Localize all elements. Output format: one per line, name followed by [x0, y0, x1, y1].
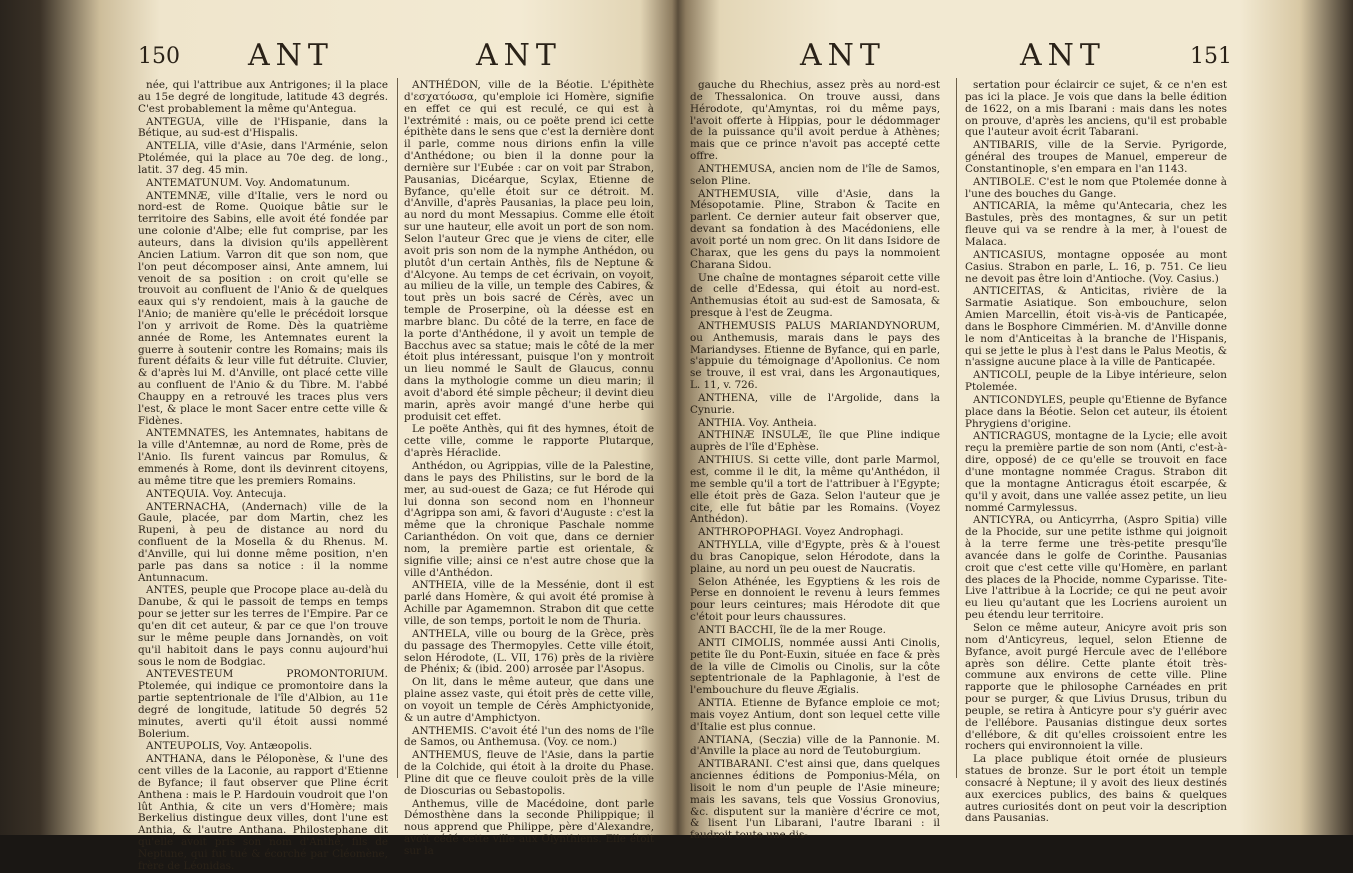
entry: gauche du Rhechius, assez près au nord-est de Thessalonica. On trouve aussi, dans Hérodote, qu'Amyntas, roi du même pays, l'avoit offerte à Hippias, pour le dédommager de la puissance qu'il avoit perdue à Athènes; mais que ce prince n'avoit pas accepté cette offre. [690, 79, 940, 163]
header-keyword-left-2: ANT [476, 38, 562, 73]
entry: ANTEGUA, ville de l'Hispanie, dans la Bétique, au sud-est d'Hispalis. [138, 115, 388, 140]
entry: ANTHEMUSIS PALUS MARIANDYNORUM, ou Anthemusis, marais dans le pays des Mariandyses. Etienne de Byfance, qui en parle, s'appuie du témoignage d'Apollonius. Ce nom se trouve, il est vrai, dans les Argonautiques, L. 11, v. 726. [690, 319, 940, 392]
left-page-column-1 [138, 79, 388, 872]
entry: ANTEVESTEUM PROMONTORIUM. Ptolemée, qui indique ce promontoire dans la partie septentrionale de l'île d'Albion, au 11e degré de longitude, latitude 50 degrés 52 minutes, averti qu'il étoit aussi nommé Bolerium. [138, 668, 388, 740]
entry: ANTEUPOLIS, Voy. Antæopolis. [146, 740, 313, 753]
entry: ANTHÉDON, ville de la Béotie. L'épithète d'εσχατόωσα, qu'emploie ici Homère, signifie en effet ce qui est reculé, ce qui est à l'extrémité : mais, ou ce poëte prend ici cette épithète dans le sens que c'est la dernière dont il parle, comme nous dirions enfin la ville d'Anthédone; ou bien il la donne pour la dernière sur l'Eubée : car on voit par Strabon, Pausanias, Dicéarque, Scylax, Etienne de Byfance, qu'elle étoit sur ce détroit. M. d'Anville, d'après Pausanias, la place peu loin, au nord du mont Messapius. Comme elle étoit sur une hauteur, elle avoit un port de son nom. Selon l'auteur Grec que je viens de citer, elle avoit pris son nom de la nymphe Anthédon, ou plutôt d'un certain Anthès, fils de Neptune & d'Alcyone. Au temps de cet écrivain, on voyoit, au milieu de la ville, un temple des Cabires, & tout près un bois sacré de Cérès, avec un temple de Proserpine, où la déesse est en marbre blanc. Du côté de la terre, en face de la porte d'Anthédone, il y avoit un temple de Bacchus avec sa statue; mais le côté de la mer étoit plus intéressant, puisque l'on y montroit un lieu nommé le Sault de Glaucus, connu dans la mythologie comme un dieu marin; il avoit d'abord été simple pêcheur; il devint dieu marin, après avoir mangé d'une herbe qui produisit cet effet. [404, 79, 654, 423]
entry: ANTIBARANI. C'est ainsi que, dans quelques anciennes éditions de Pomponius-Méla, on lisoit le nom d'un peuple de l'Asie mineure; mais les savans, tels que Vossius Gronovius, &c. disputent sur la manière d'écrire ce mot, & lisent l'un Libarani, l'autre Ibarani : il faudroit toute une dis- [690, 758, 940, 842]
entry: ANTIBOLE. C'est le nom que Ptolemée donne à l'une des bouches du Gange. [965, 175, 1227, 200]
entry: ANTHELA, ville ou bourg de la Grèce, près du passage des Thermopyles. Cette ville étoit, selon Hérodote, (L. VII, 176) près de la rivière de Phénix; & (ibid. 200) arrosée par l'Asopus. [404, 627, 654, 676]
entry: ANTICYRA, ou Anticyrrha, (Aspro Spitia) ville de la Phocide, sur une petite isthme qui joignoit à la terre ferme une très-petite presqu'île avancée dans le golfe de Corinthe. Pausanias croit que c'est cette ville qu'Homère, en parlant des places de la Phocide, nomme Cyparisse. Tite-Live l'attribue à la Locride; ce qui ne peut avoir eu lieu qu'autant que les Locriens auroient un peu étendu leur territoire. [965, 514, 1227, 622]
entry: ANTEMNATES, les Antemnates, habitans de la ville d'Antemnæ, au nord de Rome, près de l'Anio. Ils furent vaincus par Romulus, & emmenés à Rome, dont ils devinrent citoyens, au même titre que les premiers Romains. [138, 427, 388, 487]
entry: ANTI BACCHI, île de la mer Rouge. [698, 623, 886, 636]
entry: sertation pour éclaircir ce sujet, & ce n'en est pas ici la place. Je vois que dans la belle édition de 1622, on a mis Ibarani : mais dans les notes on prouve, d'après les anciens, qu'il est probable que l'auteur avoit écrit Tabarani. [965, 79, 1227, 139]
entry: Anthemus, ville de Macédoine, dont parle Démosthène dans la seconde Philippique; il nous apprend que Philippe, père d'Alexandre, avoit cédé cette ville aux Olynthiens. Elle étoit sur la [404, 797, 654, 857]
entry: ANTHEMUSA, ancien nom de l'île de Samos, selon Pline. [690, 162, 940, 187]
entry: Anthédon, ou Agrippias, ville de la Palestine, dans le pays des Philistins, sur le bord de la mer, au sud-ouest de Gaza; ce fut Hérode qui lui donna son second nom en l'honneur d'Agrippa son ami, & favori d'Auguste : c'est la même que la chronique Paschale nomme Carianthédon. On voit que, dans ce dernier nom, la première partie est orientale, & signifie ville; ainsi ce n'est autre chose que la ville d'Anthédon. [404, 460, 654, 579]
entry: ANTES, peuple que Procope place au-delà du Danube, & qui le passoit de temps en temps pour se jetter sur les terres de l'Empire. Par ce qu'en dit cet auteur, & par ce que l'on trouve sur le même peuple dans Jornandès, on voit qu'il habitoit dans le pays connu aujourd'hui sous le nom de Bodgiac. [138, 584, 388, 668]
entry: ANTHROPOPHAGI. Voyez Androphagi. [698, 526, 904, 539]
entry: ANTHANA, dans le Péloponèse, & l'une des cent villes de la Laconie, au rapport d'Etienne de Byfance; il faut observer que Pline écrit Anthena : mais le P. Hardouin voudroit que l'on lût Anthia, & cite un vers d'Homère; mais Berkelius distingue deux villes, dont l'une est Anthia, & l'autre Anthana. Philostephane dit qu'elle avoit pris son nom d'Anthé, fils de Neptune, qui fut tué & écorché par Cléomène, frère de Léonidas. [138, 753, 388, 872]
entry: ANTEMNÆ, ville d'Italie, vers le nord ou nord-est de Rome. Quoique bâtie sur le territoire des Sabins, elle avoit été fondée par une colonie d'Albe; elle fut comprise, par les auteurs, dans la division qu'ils appellèrent Ancien Latium. Varron dit que son nom, que l'on peut décomposer ainsi, Ante amnem, lui venoit de sa position : on croit qu'elle se trouvoit au confluent de l'Anio & de quelques eaux qui s'y rendoient, mais à la gauche de l'Anio; de manière qu'elle le précédoit lorsque l'on y arrivoit de Rome. Dès la quatrième année de Rome, les Antemnates eurent la guerre à soutenir contre les Romains; mais ils furent défaits & leur ville fut détruite. Cluvier, & d'après lui M. d'Anville, ont placé cette ville au confluent de l'Anio & du Tibre. M. l'abbé Chauppy en a retrouvé les traces plus vers l'est, & place le mont Sacer entre cette ville & Fidènes. [138, 189, 388, 427]
column-rule-right [956, 78, 957, 778]
entry: ANTELIA, ville d'Asie, dans l'Arménie, selon Ptolémée, qui la place au 70e deg. de long., latit. 37 deg. 45 min. [138, 140, 388, 176]
entry: ANTHIA. Voy. Antheia. [698, 416, 817, 429]
right-page-column-2 [965, 79, 1227, 825]
entry: ANTICASIUS, montagne opposée au mont Casius. Strabon en parle, L. 16, p. 751. Ce lieu ne devoit pas être loin d'Antioche. (Voy. Casius.) [965, 248, 1227, 285]
entry: Le poëte Anthès, qui fit des hymnes, étoit de cette ville, comme le rapporte Plutarque, d'après Héraclide. [404, 423, 654, 460]
entry: On lit, dans le même auteur, que dans une plaine assez vaste, qui étoit près de cette ville, on voyoit un temple de Cérès Amphictyonide, & un autre d'Amphictyon. [404, 676, 654, 724]
entry: ANTEQUIA. Voy. Antecuja. [146, 487, 287, 500]
page-number-right: 151 [1190, 44, 1232, 69]
entry: Selon ce même auteur, Anicyre avoit pris son nom d'Anticyreus, lequel, selon Etienne de Byfance, avoit purgé Hercule avec de l'ellébore après son délire. Cette plante étoit très-commune aux environs de cette ville. Pline rapporte que le philosophe Carnéades en prit pour se purger, & que Livius Drusus, tribun du peuple, se retira à Anticyre pour s'y guérir avec de l'ellébore. Pausanias distingue deux sortes d'ellébore, & dit qu'elles croissoient entre les rochers qui environnoient la ville. [965, 621, 1227, 753]
entry: ANTICRAGUS, montagne de la Lycie; elle avoit reçu la première partie de son nom (Anti, c'est-à-dire, opposé) de ce qu'elle se trouvoit en face d'une montagne nommée Cragus. Strabon dit que la montagne Anticragus étoit escarpée, & qu'il y avoit, dans une vallée assez petite, un lieu nommé Carmylessus. [965, 430, 1227, 514]
entry: ANTHYLLA, ville d'Egypte, près & à l'ouest du bras Canopique, selon Hérodote, dans la plaine, au nord un peu ouest de Naucratis. [690, 539, 940, 575]
entry: ANTICEITAS, & Anticitas, rivière de la Sarmatie Asiatique. Son embouchure, selon Amien Marcellin, étoit vis-à-vis de Panticapée, dans le Bosphore Cimmérien. M. d'Anville donne le nom d'Anticeitas à la branche de l'Hispanis, qui se jette le plus à l'est dans le Palus Meotis, & n'assigne aucune place à la ville de Panticapée. [965, 285, 1227, 369]
entry: ANTICARIA, la même qu'Antecaria, chez les Bastules, près des montagnes, & sur un petit fleuve qui va se rendre à la mer, à l'ouest de Malaca. [965, 200, 1227, 248]
entry: ANTICONDYLES, peuple qu'Etienne de Byfance place dans la Béotie. Selon cet auteur, ils étoient Phrygiens d'origine. [965, 393, 1227, 430]
entry: ANTIBARIS, ville de la Servie. Pyrigorde, général des troupes de Manuel, empereur de Constantinople, s'en empara en l'an 1143. [965, 139, 1227, 175]
entry: née, qui l'attribue aux Antrigones; il la place au 15e degré de longitude, latitude 43 degrés. C'est probablement la même qu'Antegua. [138, 79, 388, 115]
entry: La place publique étoit ornée de plusieurs statues de bronze. Sur le port étoit un temple consacré à Neptune; il y avoit des lieux destinés aux exercices publics, des bains & quelques autres curiosités dont on peut voir la description dans Pausanias. [965, 753, 1227, 825]
right-page [690, 38, 1235, 842]
header-keyword-left-1: ANT [248, 38, 334, 73]
entry: Une chaîne de montagnes séparoit cette ville de celle d'Edessa, qui étoit au nord-est. Anthemusias étoit au sud-est de Samosata, & presque à l'est de Zeugma. [690, 271, 940, 320]
right-page-header [690, 38, 1235, 78]
right-page-column-1 [690, 79, 940, 842]
entry: ANTIANA, (Seczia) ville de la Pannonie. M. d'Anville la place au nord de Teutoburgium. [690, 733, 940, 758]
entry: Selon Athénée, les Egyptiens & les rois de Perse en donnoient le revenu à leurs femmes pour leurs ceintures; mais Hérodote dit que c'étoit pour leurs chaussures. [690, 575, 940, 624]
entry: ANTI CIMOLIS, nommée aussi Anti Cinolis, petite île du Pont-Euxin, située en face & près de la ville de Cimolis ou Cinolis, sur la côte septentrionale de la Paphlagonie, à l'est de l'embouchure du fleuve Ægialis. [690, 636, 940, 697]
header-keyword-right-2: ANT [1020, 38, 1106, 73]
entry: ANTHIUS. Si cette ville, dont parle Marmol, est, comme il le dit, la même qu'Anthédon, il me semble qu'il a tort de l'attribuer à l'Egypte; elle étoit près de Gaza. Selon l'auteur que je cite, elle fut bâtie par les Romains. (Voyez Anthédon). [690, 454, 940, 526]
left-page-column-2 [404, 79, 654, 857]
entry: ANTEMATUNUM. Voy. Andomatunum. [146, 176, 350, 189]
entry: ANTERNACHA, (Andernach) ville de la Gaule, placée, par dom Martin, chez les Rupeni, à peu de distance au nord du confluent de la Mosella & du Rhenus. M. d'Anville, qui lui donne même position, n'en parle pas dans sa notice : il la nomme Antunnacum. [138, 500, 388, 584]
entry: ANTHENA, ville de l'Argolide, dans la Cynurie. [690, 391, 940, 416]
entry: ANTHEIA, ville de la Messénie, dont il est parlé dans Homère, & qui avoit été promise à Achille par Agamemnon. Strabon dit que cette ville, de son temps, portoit le nom de Thuria. [404, 579, 654, 627]
entry: ANTHINÆ INSULÆ, île que Pline indique auprès de l'île d'Ephèse. [690, 429, 940, 454]
header-keyword-right-1: ANT [800, 38, 886, 73]
left-page [138, 38, 658, 872]
page-number-left: 150 [138, 44, 180, 69]
column-rule-left [397, 78, 398, 778]
entry: ANTIA. Etienne de Byfance emploie ce mot; mais voyez Antium, dont son lequel cette ville d'Italie est plus connue. [690, 697, 940, 733]
entry: ANTHEMUSIA, ville d'Asie, dans la Mésopotamie. Pline, Strabon & Tacite en parlent. Ce dernier auteur fait observer que, devant sa fondation à des Macédoniens, elle avoit porté un nom grec. On lit dans Isidore de Charax, que les gens du pays la nommoient Charana Sidou. [690, 187, 940, 271]
entry: ANTHEMUS, fleuve de l'Asie, dans la partie de la Colchide, qui étoit à la droite du Phase. Pline dit que ce fleuve couloit près de la ville de Dioscurias ou Sebastopolis. [404, 749, 654, 797]
entry: ANTICOLI, peuple de la Libye intérieure, selon Ptolemée. [965, 369, 1227, 394]
entry: ANTHEMIS. C'avoit été l'un des noms de l'île de Samos, ou Anthemusa. (Voy. ce nom.) [404, 724, 654, 749]
left-page-header [138, 38, 658, 78]
